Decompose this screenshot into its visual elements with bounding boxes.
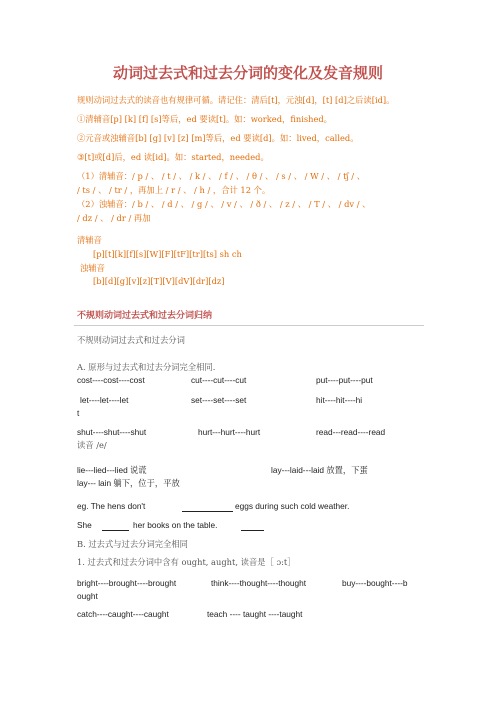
verb-think: think----thought----thought — [211, 578, 306, 588]
group-b-title: B. 过去式与过去分词完全相同 — [77, 539, 188, 549]
section-divider — [74, 325, 424, 326]
example-1-blank — [182, 511, 233, 512]
example-2-blank — [102, 530, 129, 531]
example-2-trailing-blank — [241, 530, 264, 531]
section-heading: 不规则动词过去式和过去分词归纳 — [77, 311, 213, 321]
voiced-list-line2: / dz / 、 / dr / 再加 — [77, 213, 151, 223]
verb-lie-lied: lie---lied---lied 说谎 — [77, 465, 147, 475]
rule-voiced: ②元音或浊辅音[b] [g] [v] [z] [m]等后，ed 要读[d]。如：lived，called。 — [77, 133, 359, 143]
page-title: 动词过去式和过去分词的变化及发音规则 — [112, 64, 383, 82]
rule-t-d: ③[t]或[d]后，ed 读[id]。如：started，needed。 — [77, 152, 269, 162]
example-2-end: her books on the table. — [133, 520, 218, 530]
verb-put: put----put----put — [316, 375, 373, 385]
example-1-end: eggs during such cold weather. — [235, 501, 350, 511]
example-1-start: eg. The hens don't — [77, 501, 146, 511]
verb-read: read---read----read — [316, 427, 386, 437]
group-a-title: A. 原形与过去式和过去分词完全相同. — [77, 362, 216, 372]
verb-lay-laid: lay---laid---laid 放置，下蛋 — [271, 465, 368, 475]
voiceless-list-line2: / ts / 、 / tr / ，再加上 / r / 、 / h / ，合计 12 个。 — [77, 185, 271, 195]
verb-hit: hit----hit----hi — [316, 395, 363, 405]
section-subheading: 不规则动词过去式和过去分词 — [77, 335, 185, 345]
verb-set: set----set----set — [191, 395, 247, 405]
verb-hurt: hurt---hurt----hurt — [198, 427, 261, 437]
verb-let: let----let----let — [80, 395, 129, 405]
voiced-list-line1: （2）浊辅音：/ b / 、 / d / 、 / g / 、 / v / 、 / ð / 、 / z / 、 / T / 、 / dv / 、 — [77, 199, 371, 209]
example-2-start: She — [77, 520, 92, 530]
verb-bring: bright----brought----brought — [77, 578, 177, 588]
intro-rule: 规则动词过去式的读音也有规律可循。请记住：清后[t]，元浊[d]，[t] [d]之后读[id]。 — [77, 95, 395, 105]
verb-cost: cost----cost----cost — [77, 375, 145, 385]
verb-buy: buy----bought----b — [342, 578, 408, 588]
verb-teach: teach ---- taught ----taught — [207, 609, 303, 619]
verb-buy-wrap: ought — [77, 591, 98, 601]
voiceless-label: 清辅音 — [77, 235, 102, 245]
voiced-symbols: [b][d][g][v][z][T][V][dV][dr][dz] — [93, 276, 225, 286]
verb-cut: cut----cut----cut — [191, 375, 247, 385]
voiceless-symbols: [p][t][k][f][s][W][F][tF][tr][ts] sh ch — [93, 249, 242, 259]
voiceless-list-line1: （1）清辅音：/ p / 、 / t / 、 / k / 、 / f / 、 / θ / 、 / s / 、 / W / 、 / tʃ / 、 — [77, 171, 366, 181]
read-pronunciation: 读音 /e/ — [77, 440, 107, 450]
verb-hit-wrap: t — [77, 408, 80, 418]
group-b-rule-1: 1. 过去式和过去分词中含有 ought, aught, 读音是［ ɔ:t］ — [77, 557, 296, 567]
rule-voiceless: ①清辅音[p] [k] [f] [s]等后，ed 要读[t]。如：worked，finished。 — [77, 114, 332, 124]
verb-shut: shut----shut----shut — [77, 427, 147, 437]
verb-lie-lay-lain: lay--- lain 躺下，位于，平放 — [77, 478, 180, 488]
verb-catch: catch----caught----caught — [77, 609, 169, 619]
voiced-label: 浊辅音 — [80, 263, 105, 273]
